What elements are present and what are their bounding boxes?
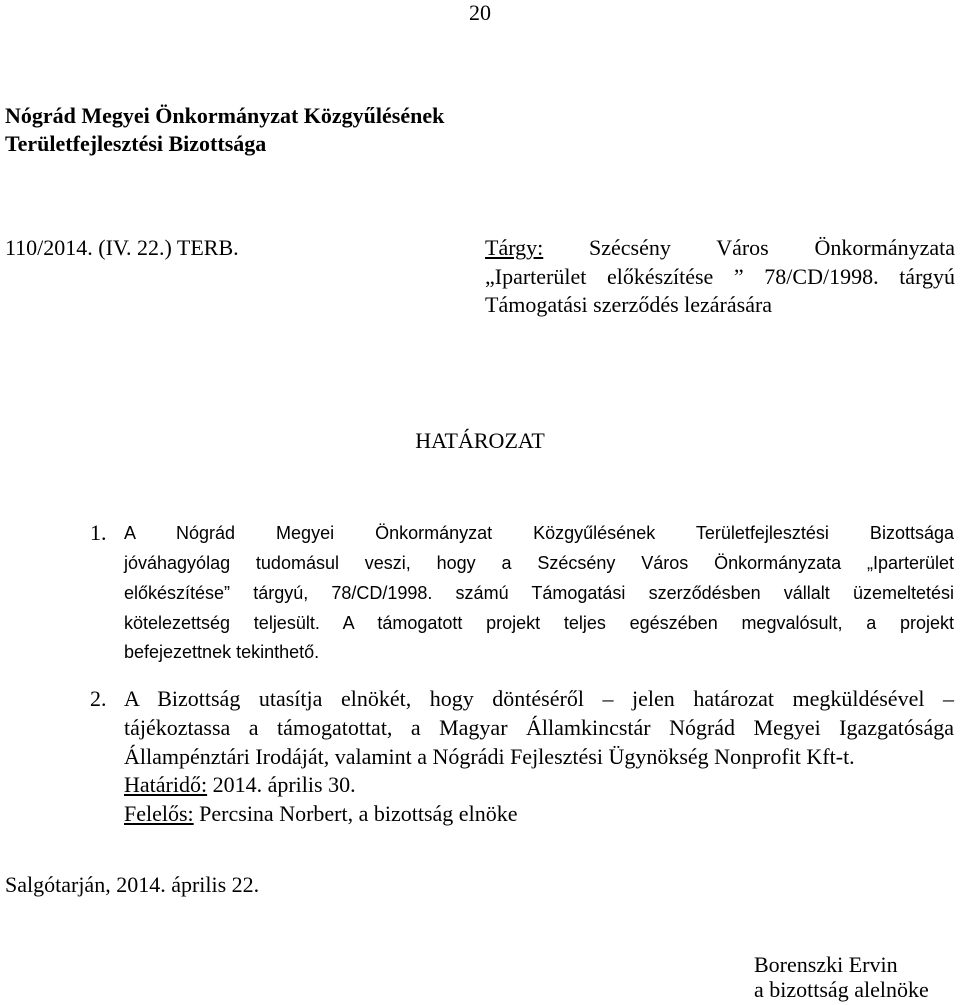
item-2-dash: –: [602, 686, 614, 711]
page-number: 20: [469, 0, 491, 25]
item-2-number: 2.: [90, 686, 107, 711]
item-2-line-2: tájékoztassa a támogatottat, a Magyar Államkincstár Nógrád Megyei Igazgatósága: [124, 715, 954, 740]
item-2-line-1-a: A Bizottság utasítja elnökét, hogy döntéséről: [124, 686, 584, 711]
signatory-name: Borenszki Ervin: [754, 952, 898, 977]
item-2-line-1-b: jelen határozat megküldésével: [632, 686, 925, 711]
item-1-line: előkészítése” tárgyú, 78/CD/1998. számú Támogatási szerződésben vállalt üzemeltetési: [124, 583, 954, 603]
item-2-line-1: [124, 684, 954, 714]
item-1-line: befejezettnek tekinthető.: [124, 642, 320, 662]
place-and-date: Salgótarján, 2014. április 22.: [5, 872, 260, 897]
subject-line-3: Támogatási szerződés lezárására: [485, 292, 773, 317]
resolution-heading: HATÁROZAT: [415, 428, 545, 453]
deadline-value: 2014. április 30.: [207, 772, 356, 797]
item-1-number: 1.: [90, 520, 107, 545]
item-1-line: A Nógrád Megyei Önkormányzat Közgyűlésének Területfejlesztési Bizottsága: [124, 523, 954, 543]
signatory-title: a bizottság alelnöke: [754, 977, 929, 1002]
responsible-label: Felelős:: [124, 801, 194, 826]
deadline-label: Határidő:: [124, 772, 208, 797]
responsible-value: Percsina Norbert, a bizottság elnöke: [193, 801, 518, 826]
subject-line-1-text: Szécsény Város Önkormányzata: [543, 235, 955, 260]
deadline-line: [124, 770, 954, 800]
resolution-reference: 110/2014. (IV. 22.) TERB.: [5, 235, 239, 260]
item-1-line: kötelezettség teljesült. A támogatott projekt teljes egészében megvalósult, a projekt: [124, 613, 954, 633]
item-2-dash: –: [943, 686, 954, 711]
subject-line-1: [485, 233, 955, 263]
responsible-line: [124, 799, 954, 829]
item-2-line-3: Állampénztári Irodáját, valamint a Nógrádi Fejlesztési Ügynökség Nonprofit Kft-t.: [124, 744, 855, 769]
committee-name: Területfejlesztési Bizottsága: [5, 131, 267, 156]
organization-name: Nógrád Megyei Önkormányzat Közgyűlésének: [5, 103, 445, 128]
item-1-line: jóváhagyólag tudomásul veszi, hogy a Szécsény Város Önkormányzata „Iparterület: [124, 553, 954, 573]
subject-line-2: „Iparterület előkészítése ” 78/CD/1998. tárgyú: [485, 264, 955, 289]
subject-label: Tárgy:: [485, 235, 544, 260]
